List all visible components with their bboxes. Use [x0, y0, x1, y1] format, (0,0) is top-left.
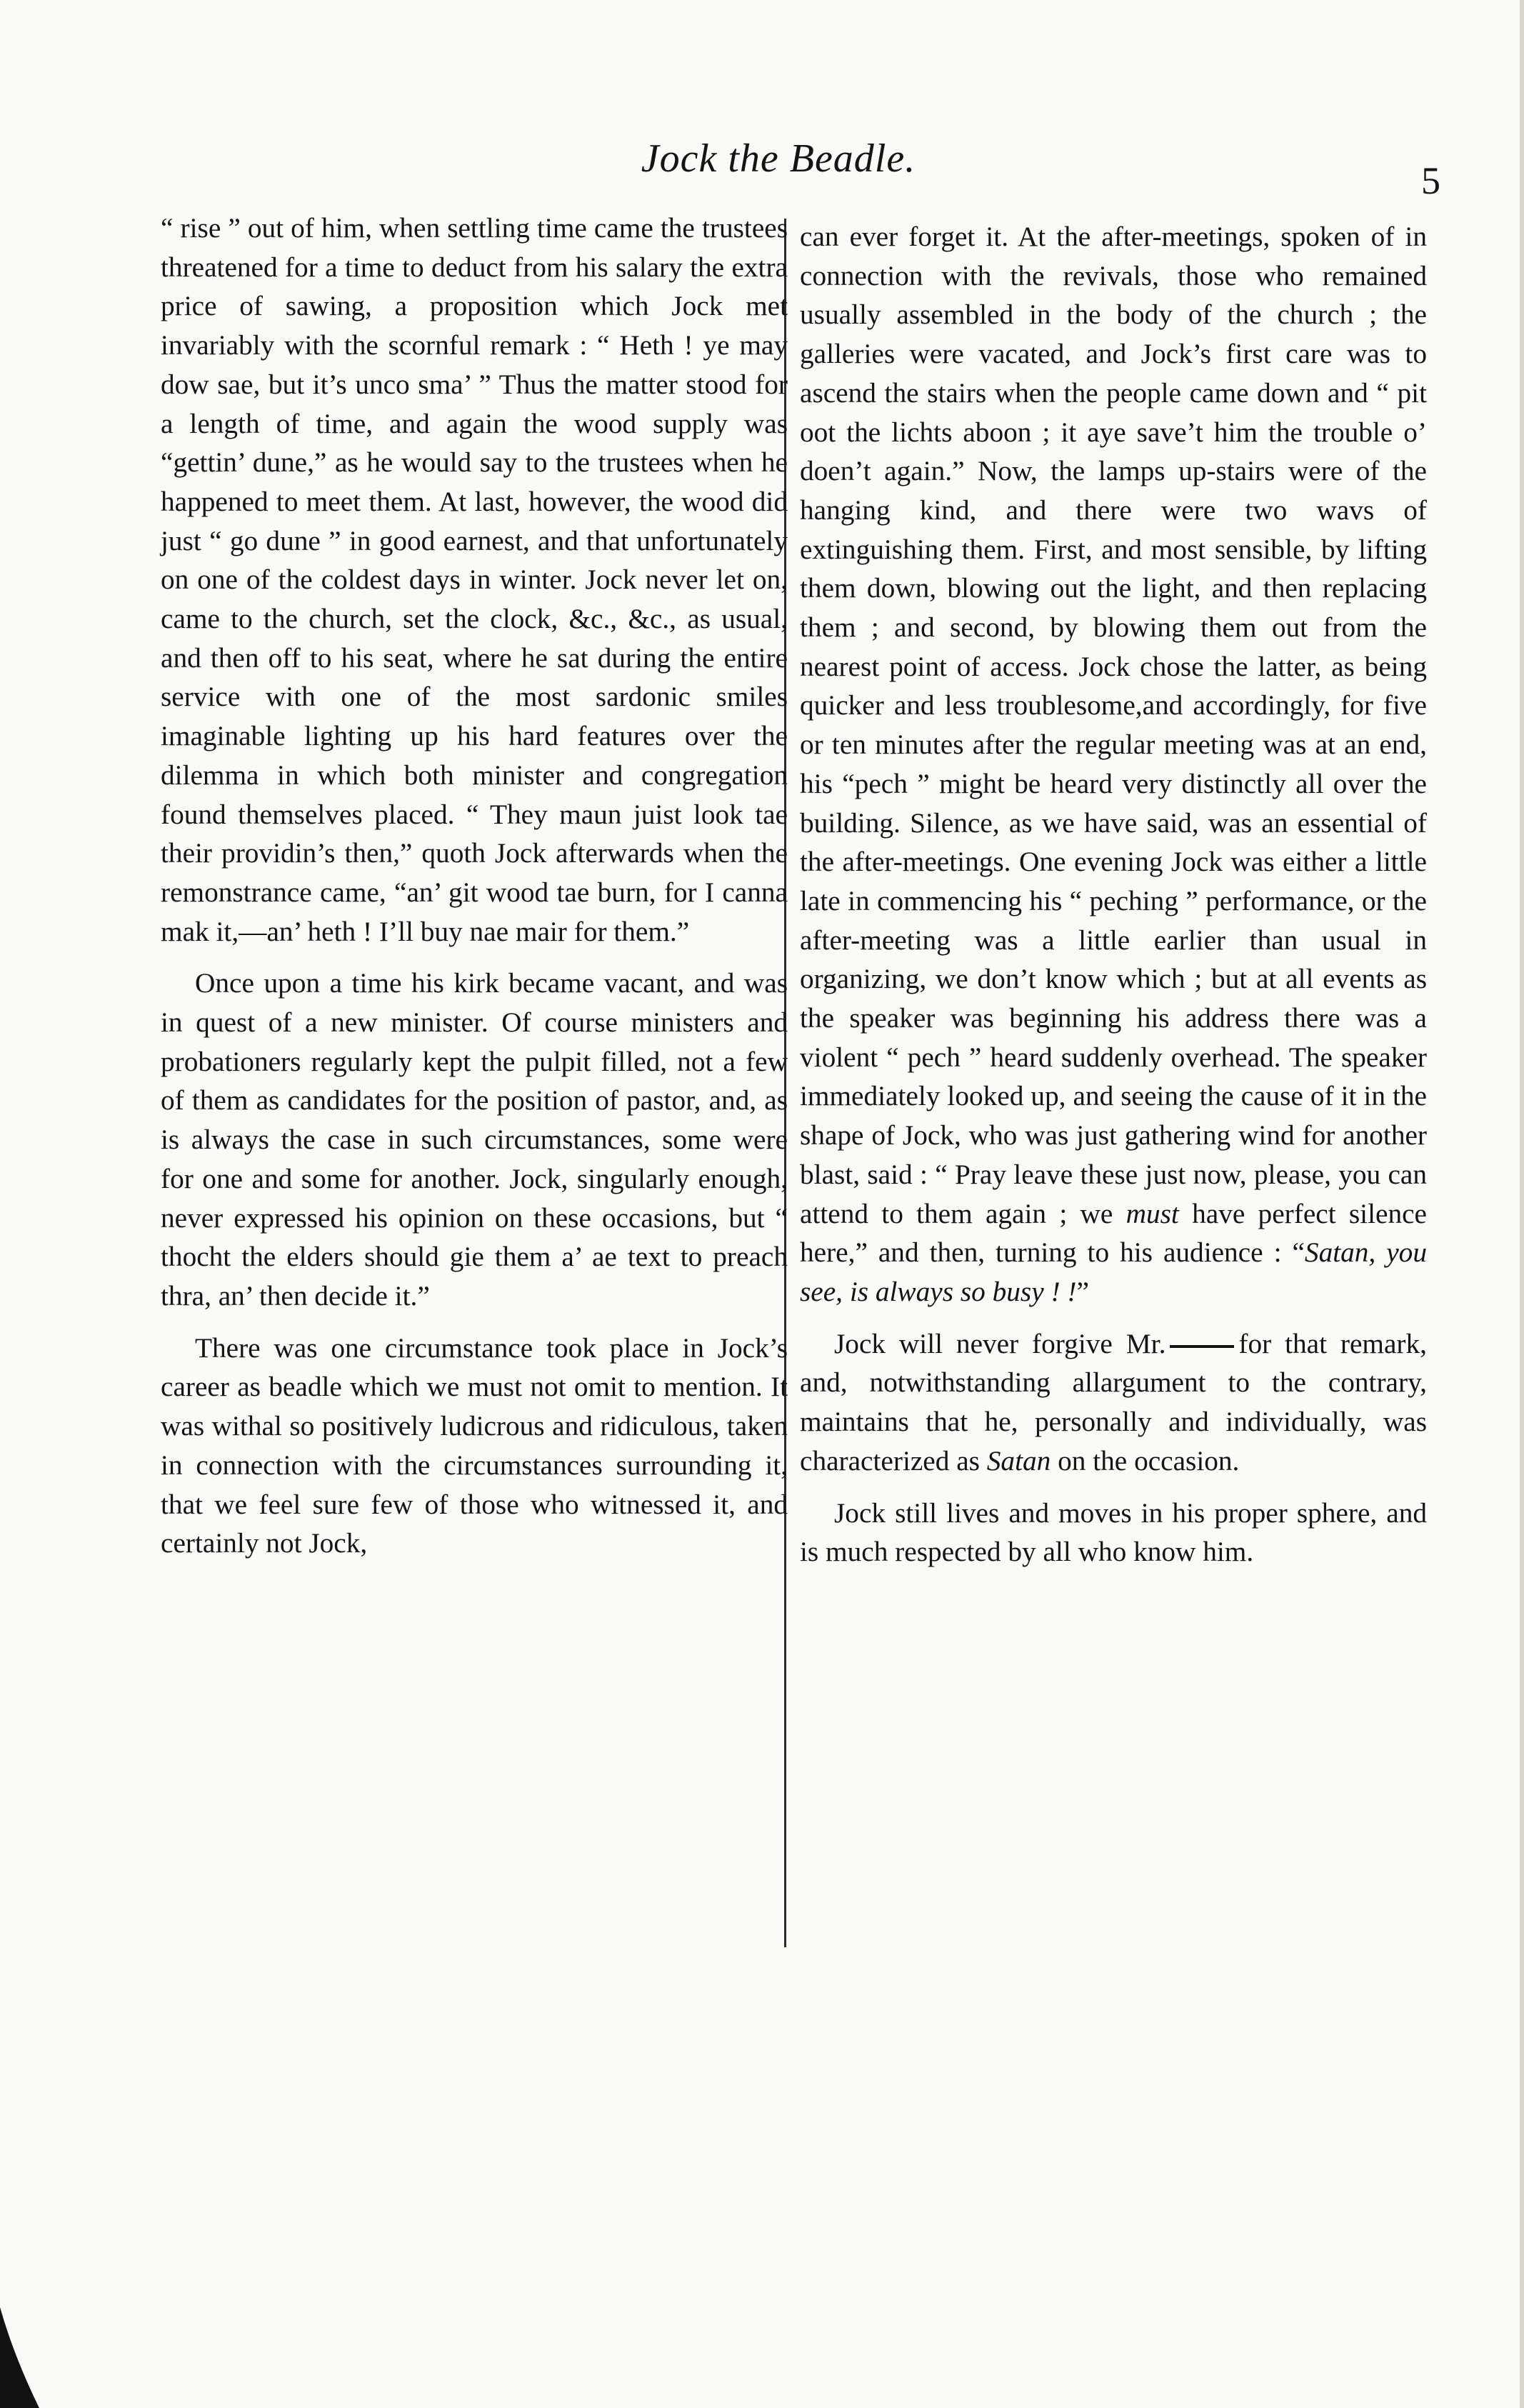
right-paragraph-1 — [800, 217, 1427, 1312]
right-p2-end: on the occasion. — [1051, 1444, 1240, 1477]
right-p2-start: Jock will never forgive Mr. — [834, 1327, 1166, 1359]
left-paragraph-1: “ rise ” out of him, when settling time came the trustees threatened for a time to deduct from his salary the extra price of sawing, a proposition which Jock met invariably with the scornful remark : “ Heth ! ye may dow sae, but it’s unco sma’ ” Thus the matter stood for a length of time, and again the wood supply was “gettin’ dune,” as he would say to the trustees when he happened to meet them. At last, however, the wood did just “ go dune ” in good earnest, and that unfortunately on one of the coldest days in winter. Jock never let on, came to the church, set the clock, &c., &c., as usual, and then off to his seat, where he sat during the entire service with one of the most sardonic smiles imaginable lighting up his hard features over the dilemma in which both minister and congregation found themselves placed. “ They maun juist look tae their providin’s then,” quoth Jock afterwards when the remonstrance came, “an’ git wood tae burn, for I canna mak it,—an’ heth ! I’ll buy nae mair for them.” — [161, 212, 788, 947]
right-p2-rest: for that remark, and, notwithstanding allargument to the contrary, maintains that he, personally and individually, was characterized as — [800, 1327, 1427, 1477]
left-column — [161, 209, 788, 1576]
right-paragraph-2 — [800, 1324, 1427, 1481]
right-p1-close: ” — [1076, 1275, 1089, 1307]
left-paragraph-3: There was one circumstance took place in Jock’s career as beadle which we must not omit to mention. It was withal so positively ludicrous and ridiculous, taken in connection with the circumstances surrounding it, that we feel sure few of those who witnessed it, and certainly not Jock, — [161, 1332, 788, 1559]
right-p1-main: can ever forget it. At the after-meetings, spoken of in connection with the revivals, those who remained usually assembled in the body of the church ; the galleries were vacated, and Jock’s first care was to ascend the stairs when the people came down and “ pit oot the lichts aboon ; it aye save’t him the trouble o’ doen’t again.” Now, the lamps up-stairs were of the hanging kind, and there were two wavs of extinguishing them. First, and most sensible, by lifting them down, blowing out the light, and then replacing them ; and second, by blowing them out from the nearest point of access. Jock chose the latter, as being quicker and less troublesome,and accordingly, for five or ten minutes after the regular meeting was at an end, his “pech ” might be heard very distinctly all over the building. Silence, as we have said, was an essential of the after-meetings. One evening Jock was either a little late in commencing his “ peching ” performance, or the after-meeting was a little earlier than usual in organizing, we don’t know which ; but at all events as the speaker was beginning his address there was a violent “ pech ” heard suddenly overhead. The speaker immediately looked up, and seeing the cause of it in the shape of Jock, who was just gathering wind for another blast, said : “ Pray leave these just now, please, you can attend to them again ; we — [800, 221, 1427, 1229]
right-p1-must: must — [1126, 1197, 1179, 1229]
right-column — [800, 217, 1427, 1584]
running-title: Jock the Beadle. — [641, 136, 916, 181]
right-p1-quote: Satan, you see, is always so busy ! ! — [800, 1237, 1427, 1307]
page-number: 5 — [1421, 159, 1440, 202]
left-paragraph-2: Once upon a time his kirk became vacant, and was in quest of a new minister. Of course ministers and probationers regularly kept the pulpit filled, not a few of them as candidates for the position of pastor, and, as is always the case in such circumstances, some were for one and some for another. Jock, singularly enough, never expressed his opinion on these occasions, but “ thocht the elders should gie them a’ ae text to preach thra, an’ then decide it.” — [161, 967, 788, 1312]
right-p2-satan: Satan — [986, 1444, 1051, 1477]
right-paragraph-3: Jock still lives and moves in his proper sphere, and is much respected by all who know him. — [800, 1497, 1427, 1568]
name-dash — [1170, 1345, 1234, 1348]
right-p1-tail: have perfect silence here,” and then, turning to his audience : “ — [800, 1197, 1427, 1269]
